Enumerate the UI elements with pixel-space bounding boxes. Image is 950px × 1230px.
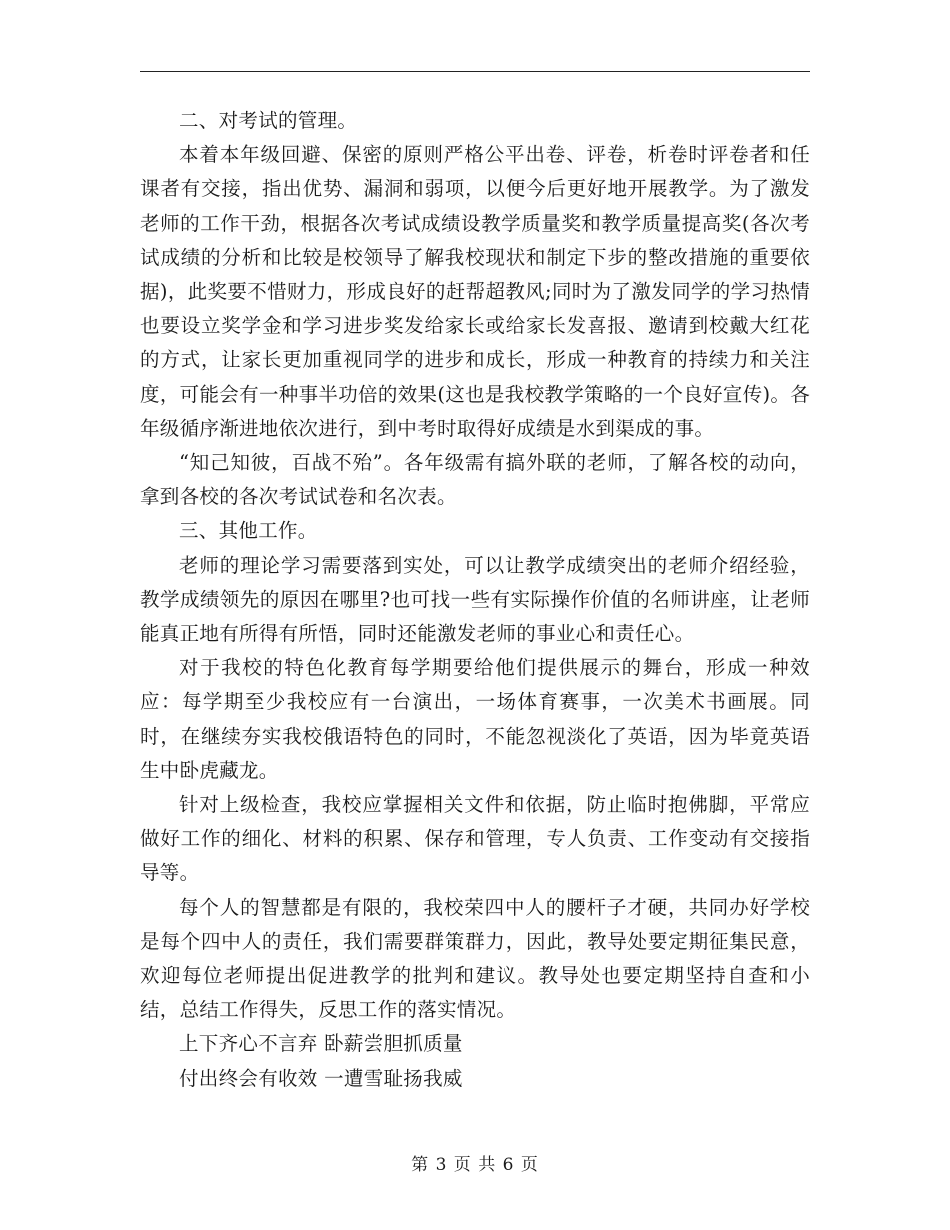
slogan-line-2: 付出终会有收效 一遭雪耻扬我威 [179,1066,463,1090]
paragraph-special-education: 对于我校的特色化教育每学期要给他们提供展示的舞台，形成一种效应：每学期至少我校应有一台演出，一场体育赛事，一次美术书画展。同时，在继续夯实我校俄语特色的同时，不能忽视淡化了英语，因为毕竟英语生中卧虎藏龙。 [140,656,810,782]
paragraph-know-yourself: “知己知彼，百战不殆”。各年级需有搞外联的老师，了解各校的动向，拿到各校的各次考试试卷和名次表。 [140,451,810,509]
document-body [140,104,810,1096]
section-heading-exam-management: 二、对考试的管理。 [179,109,358,132]
page-number: 第 3 页 共 6 页 [411,1155,539,1175]
paragraph-collective-wisdom: 每个人的智慧都是有限的，我校荣四中人的腰杆子才硬，共同办好学校是每个四中人的责任，我们需要群策群力，因此，教导处要定期征集民意，欢迎每位老师提出促进教学的批判和建议。教导处也要定期坚持自查和小结，总结工作得失，反思工作的落实情况。 [140,895,810,1022]
slogan-line-1: 上下齐心不言弃 卧薪尝胆抓质量 [179,1032,463,1056]
paragraph-inspection: 针对上级检查，我校应掌握相关文件和依据，防止临时抱佛脚，平常应做好工作的细化、材料的积累、保存和管理，专人负责、工作变动有交接指导等。 [140,793,810,885]
section-heading-other-work: 三、其他工作。 [179,519,318,543]
paragraph-theory-study: 老师的理论学习需要落到实处，可以让教学成绩突出的老师介绍经验，教学成绩领先的原因在哪里?也可找一些有实际操作价值的名师讲座，让老师能真正地有所得有所悟，同时还能激发老师的事业心和责任心。 [140,553,810,646]
paragraph-exam-policy: 本着本年级回避、保密的原则严格公平出卷、评卷，析卷时评卷者和任课者有交接，指出优势、漏洞和弱项，以便今后更好地开展教学。为了激发老师的工作干劲，根据各次考试成绩设教学质量奖和教学质量提高奖(各次考试成绩的分析和比较是校领导了解我校现状和制定下步的整改措施的重要依据)，此奖要不惜财力，形成良好的赶帮超教风;同时为了激发同学的学习热情也要设立奖学金和学习进步奖发给家长或给家长发喜报、邀请到校戴大红花的方式，让家长更加重视同学的进步和成长，形成一种教育的持续力和关注度，可能会有一种事半功倍的效果(这也是我校教学策略的一个良好宣传)。各年级循序渐进地依次进行，到中考时取得好成绩是水到渠成的事。 [140,143,810,440]
header-rule [140,71,810,72]
